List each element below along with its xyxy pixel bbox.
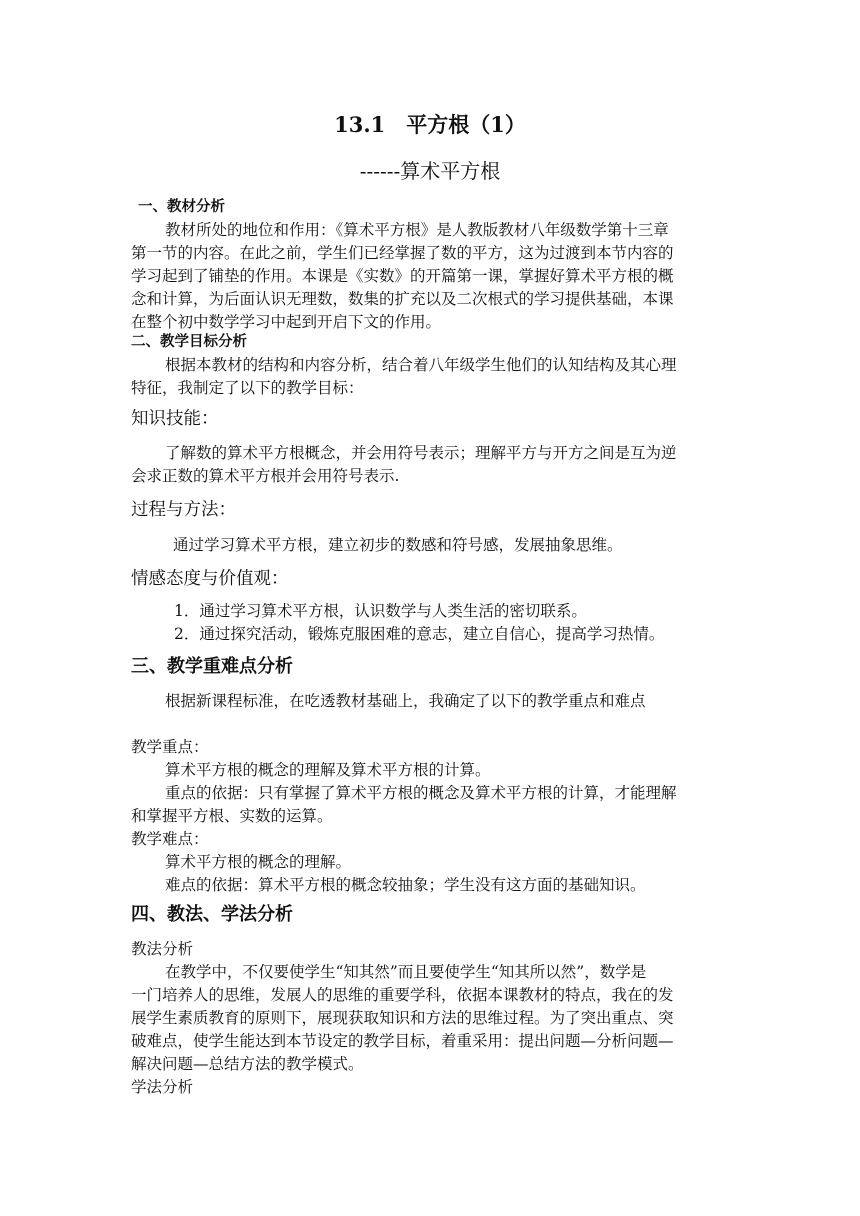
section-heading-key-difficulties: 三、教学重难点分析 xyxy=(131,656,293,677)
page-title: 13.1 平方根（1） xyxy=(334,112,526,137)
page-subtitle: ------算术平方根 xyxy=(359,159,501,183)
paragraph-line: 难点的依据：算术平方根的概念较抽象；学生没有这方面的基础知识。 xyxy=(165,876,646,894)
paragraph-line: 展学生素质教育的原则下，展现获取知识和方法的思维过程。为了突出重点、突 xyxy=(131,1009,674,1027)
paragraph-line: 特征，我制定了以下的教学目标： xyxy=(131,379,364,397)
paragraph-line: 在整个初中数学学习中起到开启下文的作用。 xyxy=(131,313,442,331)
section-heading-textbook-analysis: 一、教材分析 xyxy=(138,199,225,215)
label-teaching-method: 教法分析 xyxy=(131,940,194,958)
label-study-method: 学法分析 xyxy=(131,1078,194,1096)
paragraph-line: 第一节的内容。在此之前，学生们已经掌握了数的平方，这为过渡到本节内容的 xyxy=(131,244,674,262)
paragraph-line: 根据新课程标准，在吃透教材基础上，我确定了以下的教学重点和难点 xyxy=(165,692,646,710)
list-item: 1．通过学习算术平方根，认识数学与人类生活的密切联系。 xyxy=(174,602,587,620)
section-heading-teaching-goals: 二、教学目标分析 xyxy=(131,334,247,350)
paragraph-line: 一门培养人的思维，发展人的思维的重要学科，依据本课教材的特点，我在的发 xyxy=(131,986,674,1004)
paragraph-line: 根据本教材的结构和内容分析，结合着八年级学生他们的认知结构及其心理 xyxy=(165,356,677,374)
label-difficult-point: 教学难点： xyxy=(131,830,209,848)
section-heading-methods: 四、教法、学法分析 xyxy=(131,904,293,925)
paragraph-line: 破难点，使学生能达到本节设定的教学目标，着重采用：提出问题—分析问题— xyxy=(131,1032,674,1050)
paragraph-line: 学习起到了铺垫的作用。本课是《实数》的开篇第一课，掌握好算术平方根的概 xyxy=(131,267,674,285)
paragraph-line: 重点的依据：只有掌握了算术平方根的概念及算术平方根的计算，才能理解 xyxy=(165,784,677,802)
paragraph-line: 了解数的算术平方根概念，并会用符号表示；理解平方与开方之间是互为逆 xyxy=(165,444,677,462)
paragraph-line: 解决问题—总结方法的教学模式。 xyxy=(131,1055,364,1073)
list-item: 2．通过探究活动，锻炼克服困难的意志，建立自信心，提高学习热情。 xyxy=(174,625,665,643)
paragraph-line: 算术平方根的概念的理解。 xyxy=(165,853,352,871)
paragraph-line: 通过学习算术平方根，建立初步的数感和符号感，发展抽象思维。 xyxy=(173,536,623,554)
paragraph-line: 念和计算，为后面认识无理数，数集的扩充以及二次根式的学习提供基础，本课 xyxy=(131,290,674,308)
paragraph-line: 算术平方根的概念的理解及算术平方根的计算。 xyxy=(165,761,491,779)
paragraph-line: 在教学中，不仅要使学生“知其然”而且要使学生“知其所以然”，数学是 xyxy=(165,963,647,981)
paragraph-line: 和掌握平方根、实数的运算。 xyxy=(131,807,333,825)
subheading-process-method: 过程与方法： xyxy=(131,500,236,520)
paragraph-line: 会求正数的算术平方根并会用符号表示. xyxy=(131,467,400,485)
subheading-knowledge-skills: 知识技能： xyxy=(131,409,219,429)
subheading-emotion-attitude: 情感态度与价值观： xyxy=(131,569,289,589)
label-key-point: 教学重点： xyxy=(131,738,209,756)
paragraph-line: 教材所处的地位和作用：《算术平方根》是人教版教材八年级数学第十三章 xyxy=(165,221,669,239)
